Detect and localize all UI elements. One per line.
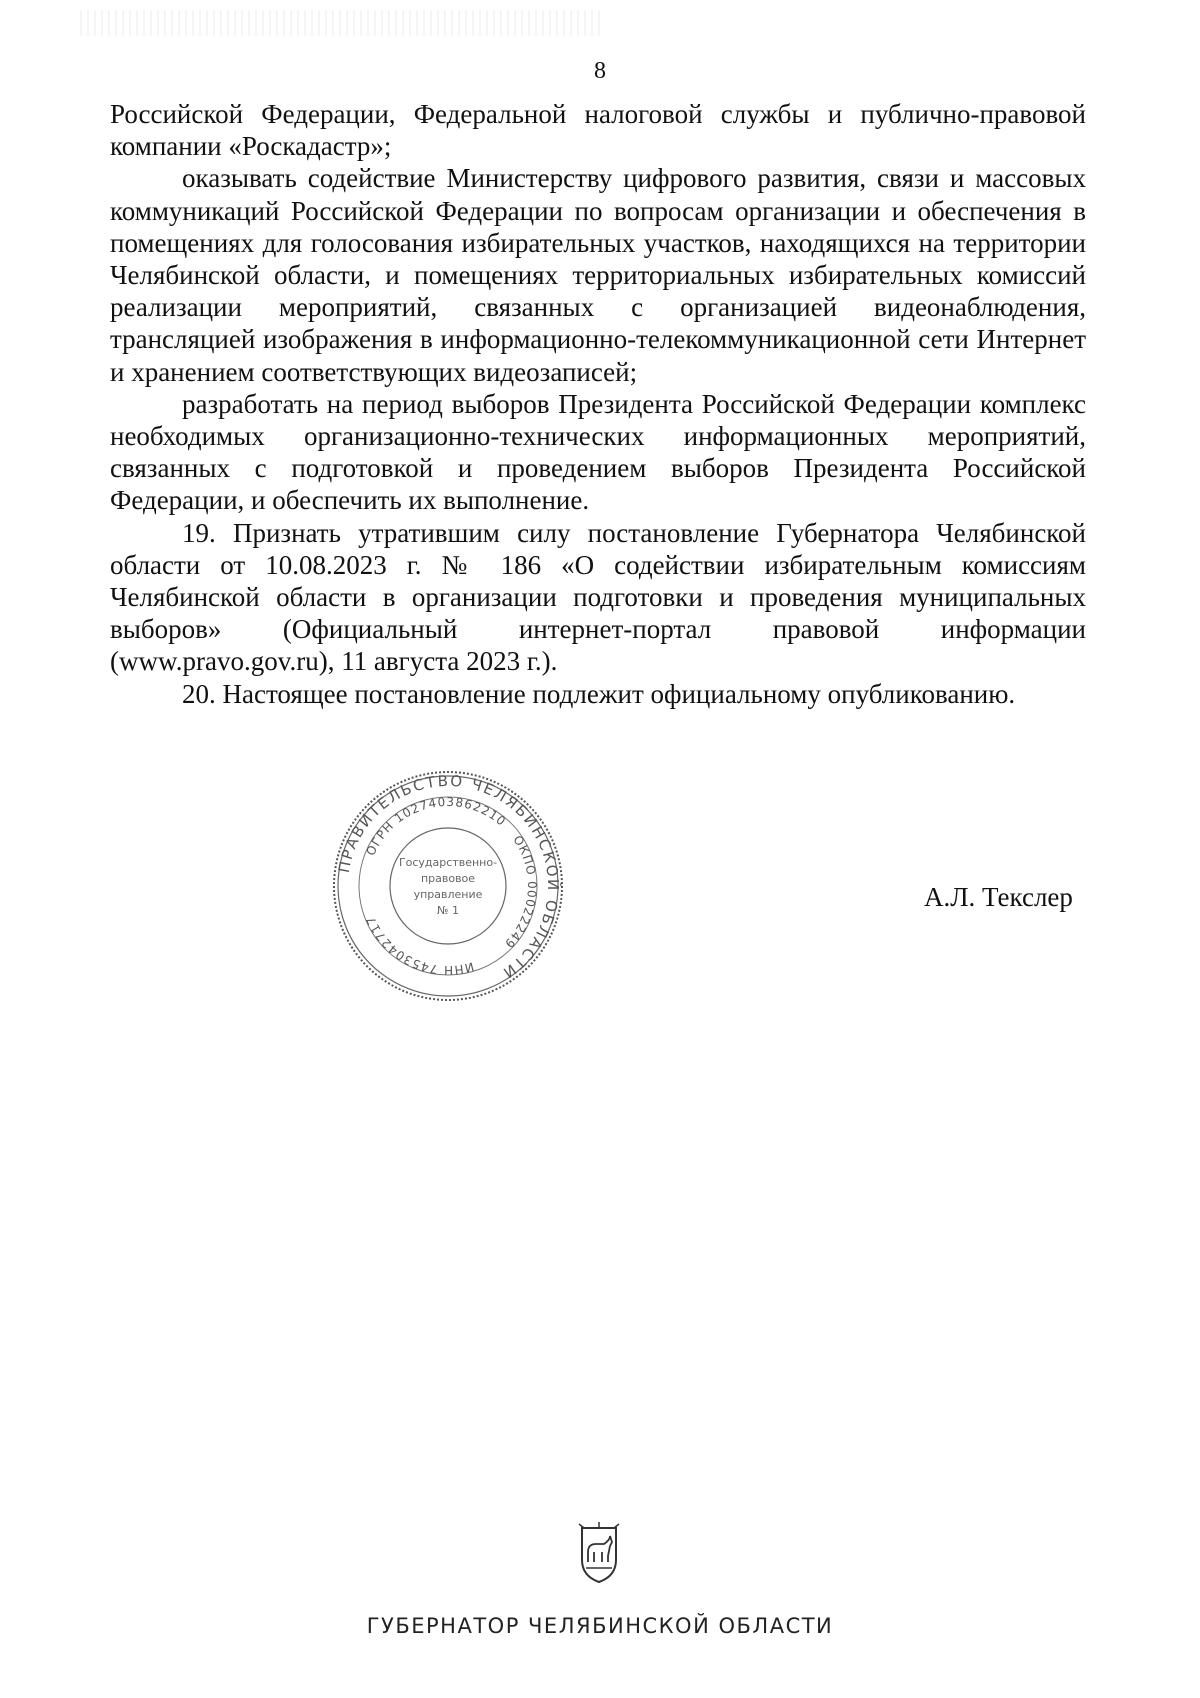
seal-center-line-1: Государственно-	[398, 856, 498, 869]
paragraph-item-19: 19. Признать утратившим силу постановление Губернатора Челябинской области от 10.08.2023 г. № 186 «О содействии избирательным комиссиям Челябинской области в организации подготовки и проведения муниципальных выборов» (Официальный интернет-портал правовой информации (www.pravo.gov.ru), 11 августа 2023 г.).	[110, 517, 1086, 677]
official-seal	[330, 768, 566, 1004]
paragraph-continuation: Российской Федерации, Федеральной налоговой службы и публично-правовой компании «Роскадастр»;	[110, 99, 1086, 162]
seal-inn: ИНН 7453042717	[363, 913, 476, 978]
document-body	[110, 98, 1086, 710]
page-number: 8	[594, 58, 606, 84]
scan-artifact	[80, 10, 600, 36]
seal-center-line-2: правовое	[420, 872, 476, 885]
seal-outer-text: ПРАВИТЕЛЬСТВО ЧЕЛЯБИНСКОЙ ОБЛАСТИ	[334, 771, 563, 983]
seal-center-line-4: № 1	[437, 904, 459, 917]
signature-name: А.Л. Текслер	[924, 882, 1073, 912]
chelyabinsk-coat-of-arms-icon	[574, 1522, 624, 1584]
footer-title: ГУБЕРНАТОР ЧЕЛЯБИНСКОЙ ОБЛАСТИ	[366, 1614, 834, 1638]
seal-center-line-3: управление	[413, 888, 483, 901]
paragraph-digital-ministry: оказывать содействие Министерству цифрового развития, связи и массовых коммуникаций Российской Федерации по вопросам организации и обеспечения в помещениях для голосования избирательных участков, находящихся на территории Челябинской области, и помещениях территориальных избирательных комиссий реализации мероприятий, связанных с организацией видеонаблюдения, трансляцией изображения в информационно-телекоммуникационной сети Интернет и хранением соответствующих видеозаписей;	[110, 163, 1086, 387]
seal-ogrn: ОГРН 1027403862210	[363, 794, 509, 858]
seal-okpo: ОКПО 00022249	[501, 833, 540, 952]
svg-text:ИНН 7453042717	[363, 913, 475, 977]
paragraph-item-20: 20. Настоящее постановление подлежит официальному опубликованию.	[182, 678, 1016, 709]
paragraph-election-measures: разработать на период выборов Президента Российской Федерации комплекс необходимых организационно-технических информационных мероприятий, связанных с подготовкой и проведением выборов Президента Российской Федерации, и обеспечить их выполнение.	[110, 388, 1086, 516]
